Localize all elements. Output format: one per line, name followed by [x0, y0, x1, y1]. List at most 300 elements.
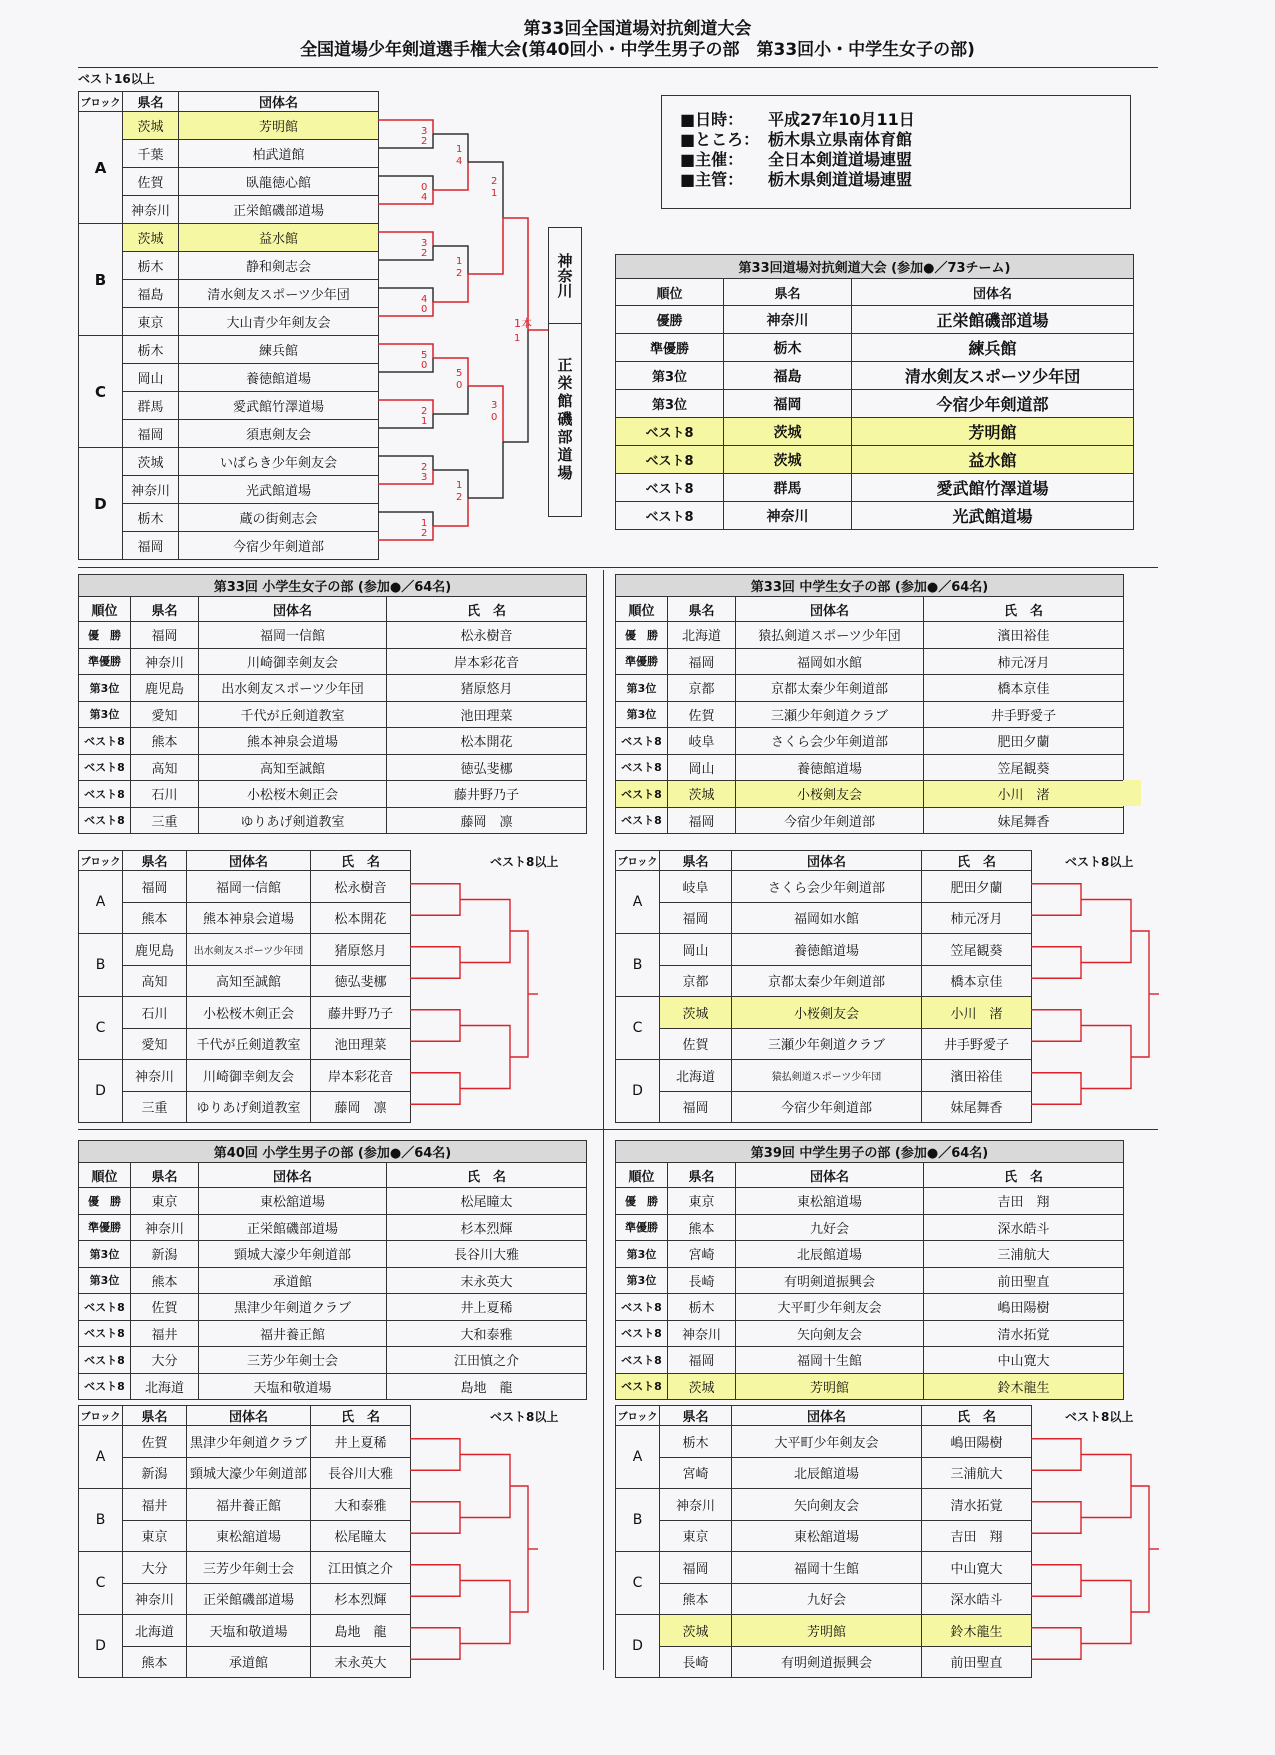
block-row	[616, 965, 1032, 997]
team-name-cell: 三芳少年剣士会	[199, 1347, 387, 1374]
results-row	[79, 1294, 587, 1321]
player-name-cell: 小川 渚	[922, 997, 1032, 1029]
results-table	[78, 574, 587, 834]
player-name-cell: 大和泰雅	[311, 1489, 411, 1521]
block-label: B	[616, 934, 660, 997]
team-name-cell: 三芳少年剣士会	[187, 1552, 311, 1584]
results-caption: 第39回 中学生男子の部 (参加●／64名)	[616, 1141, 1124, 1163]
results-header-cell: 県名	[131, 597, 199, 622]
rank-cell: ベスト8	[616, 1373, 668, 1400]
player-name-cell: 大和泰雅	[387, 1320, 587, 1347]
block-header-cell: ブロック	[79, 1406, 123, 1426]
prefecture-cell: 福岡	[123, 871, 187, 903]
rank-cell: 優 勝	[616, 1188, 668, 1215]
player-name-cell: 肥田夕蘭	[922, 871, 1032, 903]
team-results-header-cell: 団体名	[852, 279, 1134, 306]
prefecture-cell: 栃木	[724, 334, 852, 362]
score-label: 2	[421, 136, 428, 147]
block-bracket	[410, 850, 540, 1130]
score-label: 3	[421, 126, 428, 137]
results-row	[79, 754, 587, 781]
score-label: 0	[421, 304, 428, 315]
rank-cell: 第3位	[616, 701, 668, 728]
player-name-cell: 井上夏稀	[387, 1294, 587, 1321]
block-label: A	[616, 871, 660, 934]
player-name-cell: 橋本京佳	[922, 965, 1032, 997]
block-label: A	[79, 871, 123, 934]
rank-cell: ベスト8	[616, 1347, 668, 1374]
results-caption: 第33回 中学生女子の部 (参加●／64名)	[616, 575, 1124, 597]
rank-cell: ベスト8	[616, 728, 668, 755]
results-row	[616, 754, 1124, 781]
results-header-cell: 県名	[668, 1163, 736, 1188]
info-key: ■ところ：	[680, 130, 760, 149]
event-info-box	[661, 95, 1131, 209]
score-label: 1	[491, 188, 498, 199]
player-name-cell: 清水拓覚	[922, 1489, 1032, 1521]
results-row	[616, 1267, 1124, 1294]
rank-cell: ベスト8	[616, 418, 724, 446]
player-name-cell: 橋本京佳	[924, 675, 1124, 702]
prefecture-cell: 熊本	[131, 1267, 199, 1294]
block-row	[79, 997, 411, 1029]
team-name-cell: 柏武道館	[179, 140, 379, 168]
player-name-cell: 江田慎之介	[311, 1552, 411, 1584]
team-name-cell: 東松舘道場	[199, 1188, 387, 1215]
player-name-cell: 末永英大	[387, 1267, 587, 1294]
results-table	[78, 1140, 587, 1400]
score-label: 1	[421, 416, 428, 427]
rank-cell: 第3位	[616, 1267, 668, 1294]
results-caption: 第40回 小学生男子の部 (参加●／64名)	[79, 1141, 587, 1163]
rank-cell: ベスト8	[616, 446, 724, 474]
prefecture-cell: 岡山	[660, 934, 732, 966]
block-row	[616, 1091, 1032, 1123]
prefecture-cell: 神奈川	[668, 1320, 736, 1347]
block-row	[79, 1426, 411, 1458]
results-header-cell: 氏 名	[387, 597, 587, 622]
results-header-row	[79, 597, 587, 622]
results-row	[79, 728, 587, 755]
team-name-cell: 芳明館	[736, 1373, 924, 1400]
prefecture-cell: 神奈川	[123, 1583, 187, 1615]
prefecture-cell: 京都	[660, 965, 732, 997]
best16-header-cell: ブロック	[79, 92, 123, 112]
rank-cell: 優 勝	[79, 1188, 131, 1215]
prefecture-cell: 宮崎	[668, 1241, 736, 1268]
team-results-caption-row	[616, 255, 1134, 279]
team-name-cell: 熊本神泉会道場	[187, 902, 311, 934]
best8-label: ベスト8以上	[1065, 855, 1134, 869]
team-name-cell: 養徳館道場	[736, 754, 924, 781]
block-label: A	[616, 1426, 660, 1489]
score-label: 2	[456, 492, 463, 503]
prefecture-cell: 宮崎	[660, 1457, 732, 1489]
results-table	[615, 1140, 1124, 1400]
team-name-cell: 北辰館道場	[736, 1241, 924, 1268]
prefecture-cell: 鹿児島	[131, 675, 199, 702]
prefecture-cell: 神奈川	[123, 196, 179, 224]
prefecture-cell: 栃木	[123, 504, 179, 532]
champion-team: 正栄館磯部道場	[555, 356, 574, 483]
player-name-cell: 松尾瞳太	[387, 1188, 587, 1215]
prefecture-cell: 福岡	[724, 390, 852, 418]
results-row	[616, 1214, 1124, 1241]
prefecture-cell: 北海道	[131, 1373, 199, 1400]
prefecture-cell: 熊本	[660, 1583, 732, 1615]
prefecture-cell: 熊本	[131, 728, 199, 755]
rank-cell: ベスト8	[616, 1294, 668, 1321]
player-name-cell: 井手野愛子	[924, 701, 1124, 728]
block-row	[79, 1091, 411, 1123]
team-name-cell: 矢向剣友会	[736, 1320, 924, 1347]
block-row	[79, 902, 411, 934]
results-row	[79, 1320, 587, 1347]
block-bracket	[1031, 1405, 1161, 1685]
team-name-cell: 千代が丘剣道教室	[187, 1028, 311, 1060]
results-row	[79, 1373, 587, 1400]
best16-row	[79, 252, 379, 280]
prefecture-cell: 神奈川	[123, 1060, 187, 1092]
title-rule	[78, 67, 1158, 68]
rank-cell: 第3位	[616, 1241, 668, 1268]
team-name-cell: 出水剣友スポーツ少年団	[199, 675, 387, 702]
prefecture-cell: 福岡	[123, 420, 179, 448]
team-name-cell: 正栄館磯部道場	[852, 306, 1134, 334]
player-name-cell: 濱田裕佳	[922, 1060, 1032, 1092]
team-name-cell: 頸城大濠少年剣道部	[187, 1457, 311, 1489]
block-header-cell: ブロック	[79, 851, 123, 871]
team-name-cell: 芳明館	[852, 418, 1134, 446]
rank-cell: 第3位	[616, 362, 724, 390]
results-row	[79, 1267, 587, 1294]
score-label: 4	[421, 294, 428, 305]
prefecture-cell: 愛知	[131, 701, 199, 728]
results-row	[616, 1373, 1124, 1400]
block-header-cell: 団体名	[732, 1406, 922, 1426]
block-header-cell: 県名	[660, 851, 732, 871]
team-name-cell: 益水館	[852, 446, 1134, 474]
prefecture-cell: 高知	[123, 965, 187, 997]
results-row	[616, 648, 1124, 675]
prefecture-cell: 福岡	[660, 1091, 732, 1123]
best16-row	[79, 280, 379, 308]
prefecture-cell: 岐阜	[668, 728, 736, 755]
results-row	[616, 1241, 1124, 1268]
info-line	[680, 150, 1130, 170]
player-name-cell: 松永樹音	[387, 622, 587, 649]
best8-label: ベスト8以上	[490, 855, 559, 869]
team-name-cell: 大平町少年剣友会	[736, 1294, 924, 1321]
prefecture-cell: 神奈川	[123, 476, 179, 504]
player-name-cell: 妹尾舞香	[924, 807, 1124, 834]
block-row	[616, 1583, 1032, 1615]
block-header-row	[79, 851, 411, 871]
prefecture-cell: 神奈川	[660, 1489, 732, 1521]
team-name-cell: いばらき少年剣友会	[179, 448, 379, 476]
prefecture-cell: 神奈川	[724, 306, 852, 334]
results-header-cell: 順位	[616, 1163, 668, 1188]
prefecture-cell: 福岡	[668, 1347, 736, 1374]
block-row	[616, 1426, 1032, 1458]
rank-cell: ベスト8	[79, 1320, 131, 1347]
team-name-cell: 清水剣友スポーツ少年団	[179, 280, 379, 308]
results-row	[79, 648, 587, 675]
results-header-row	[616, 597, 1124, 622]
prefecture-cell: 熊本	[123, 902, 187, 934]
score-label: 3	[421, 472, 428, 483]
results-row	[79, 781, 587, 808]
rank-cell: ベスト8	[79, 1347, 131, 1374]
prefecture-cell: 東京	[660, 1520, 732, 1552]
team-name-cell: 九好会	[732, 1583, 922, 1615]
score-label: 0	[491, 412, 498, 423]
section-divider	[78, 1129, 1158, 1130]
rank-cell: ベスト8	[616, 474, 724, 502]
team-name-cell: さくら会少年剣道部	[732, 871, 922, 903]
info-line	[680, 170, 1130, 190]
block-header-row	[79, 1406, 411, 1426]
block-label: C	[616, 1552, 660, 1615]
results-header-cell: 団体名	[736, 597, 924, 622]
block-row	[79, 1028, 411, 1060]
prefecture-cell: 佐賀	[123, 168, 179, 196]
team-name-cell: 練兵館	[852, 334, 1134, 362]
score-label: 0	[421, 182, 428, 193]
prefecture-cell: 愛知	[123, 1028, 187, 1060]
prefecture-cell: 茨城	[724, 418, 852, 446]
block-table	[615, 1405, 1032, 1678]
block-row	[79, 1615, 411, 1647]
team-name-cell: 小桜剣友会	[736, 781, 924, 808]
player-name-cell: 妹尾舞香	[922, 1091, 1032, 1123]
player-name-cell: 長谷川大雅	[311, 1457, 411, 1489]
block-header-cell: 氏 名	[311, 851, 411, 871]
rank-cell: 準優勝	[616, 648, 668, 675]
score-label: 4	[421, 192, 428, 203]
block-label: C	[79, 1552, 123, 1615]
player-name-cell: 岸本彩花音	[387, 648, 587, 675]
team-name-cell: 京都太秦少年剣道部	[732, 965, 922, 997]
block-header-cell: 団体名	[187, 851, 311, 871]
team-name-cell: 川崎御幸剣友会	[199, 648, 387, 675]
block-label: B	[79, 934, 123, 997]
block-row	[79, 1646, 411, 1678]
team-results-row	[616, 334, 1134, 362]
rank-cell: ベスト8	[79, 728, 131, 755]
team-name-cell: 天塩和敬道場	[199, 1373, 387, 1400]
block-label: B	[79, 1489, 123, 1552]
best16-header-cell: 団体名	[179, 92, 379, 112]
team-name-cell: 正栄館磯部道場	[187, 1583, 311, 1615]
team-name-cell: 今宿少年剣道部	[732, 1091, 922, 1123]
score-label: 2	[456, 268, 463, 279]
prefecture-cell: 群馬	[123, 392, 179, 420]
score-label: 3	[421, 238, 428, 249]
score-label: 0	[421, 360, 428, 371]
player-name-cell: 松永樹音	[311, 871, 411, 903]
score-label: 2	[491, 176, 498, 187]
player-name-cell: 末永英大	[311, 1646, 411, 1678]
player-name-cell: 笠尾観葵	[924, 754, 1124, 781]
player-name-cell: 中山寛大	[924, 1347, 1124, 1374]
team-name-cell: 芳明館	[179, 112, 379, 140]
team-name-cell: 熊本神泉会道場	[199, 728, 387, 755]
champion-box	[548, 227, 582, 517]
player-name-cell: 深水皓斗	[922, 1583, 1032, 1615]
final-score-label: 1本	[514, 317, 532, 330]
results-header-cell: 氏 名	[924, 597, 1124, 622]
team-results-row	[616, 418, 1134, 446]
prefecture-cell: 岡山	[123, 364, 179, 392]
team-name-cell: 有明剣道振興会	[732, 1646, 922, 1678]
rank-cell: ベスト8	[616, 781, 668, 808]
info-line	[680, 110, 1130, 130]
prefecture-cell: 佐賀	[660, 1028, 732, 1060]
prefecture-cell: 福岡	[131, 622, 199, 649]
player-name-cell: 吉田 翔	[922, 1520, 1032, 1552]
block-label: C	[616, 997, 660, 1060]
team-name-cell: 今宿少年剣道部	[852, 390, 1134, 418]
team-name-cell: 今宿少年剣道部	[179, 532, 379, 560]
results-header-row	[616, 1163, 1124, 1188]
prefecture-cell: 長崎	[660, 1646, 732, 1678]
player-name-cell: 猪原悠月	[311, 934, 411, 966]
results-caption: 第33回 小学生女子の部 (参加●／64名)	[79, 575, 587, 597]
results-row	[616, 781, 1124, 808]
results-header-cell: 団体名	[199, 597, 387, 622]
results-row	[616, 1188, 1124, 1215]
block-header-cell: ブロック	[616, 851, 660, 871]
block-bracket	[410, 1405, 540, 1685]
prefecture-cell: 栃木	[123, 252, 179, 280]
team-name-cell: 正栄館磯部道場	[179, 196, 379, 224]
block-row	[79, 1060, 411, 1092]
block-row	[79, 1552, 411, 1584]
prefecture-cell: 千葉	[123, 140, 179, 168]
results-header-cell: 順位	[79, 1163, 131, 1188]
best8-label: ベスト8以上	[490, 1410, 559, 1424]
team-name-cell: 承道館	[199, 1267, 387, 1294]
rank-cell: ベスト8	[616, 1320, 668, 1347]
player-name-cell: 吉田 翔	[924, 1188, 1124, 1215]
player-name-cell: 嶋田陽樹	[922, 1426, 1032, 1458]
player-name-cell: 小川 渚	[924, 781, 1124, 808]
prefecture-cell: 神奈川	[131, 648, 199, 675]
rank-cell: ベスト8	[79, 1373, 131, 1400]
best16-bracket	[378, 95, 558, 565]
prefecture-cell: 福岡	[660, 1552, 732, 1584]
team-name-cell: 益水館	[179, 224, 379, 252]
block-header-cell: 氏 名	[922, 851, 1032, 871]
team-name-cell: 福岡如水館	[736, 648, 924, 675]
team-results-row	[616, 474, 1134, 502]
prefecture-cell: 石川	[131, 781, 199, 808]
player-name-cell: 島地 龍	[311, 1615, 411, 1647]
block-row	[616, 871, 1032, 903]
score-label: 1	[456, 256, 463, 267]
prefecture-cell: 茨城	[668, 1373, 736, 1400]
prefecture-cell: 京都	[668, 675, 736, 702]
team-name-cell: 大山青少年剣友会	[179, 308, 379, 336]
team-results-table	[615, 254, 1134, 530]
prefecture-cell: 熊本	[123, 1646, 187, 1678]
team-name-cell: 黒津少年剣道クラブ	[187, 1426, 311, 1458]
prefecture-cell: 福岡	[668, 648, 736, 675]
results-caption-row	[79, 1141, 587, 1163]
info-key: ■主管：	[680, 170, 744, 189]
best16-row	[79, 308, 379, 336]
best16-table	[78, 91, 379, 560]
prefecture-cell: 岡山	[668, 754, 736, 781]
page-subtitle: 全国道場少年剣道選手権大会(第40回小・中学生男子の部 第33回小・中学生女子の部)	[300, 40, 975, 60]
rank-cell: 優 勝	[616, 622, 668, 649]
block-row	[79, 871, 411, 903]
results-row	[79, 1241, 587, 1268]
block-row	[616, 1457, 1032, 1489]
player-name-cell: 杉本烈輝	[311, 1583, 411, 1615]
player-name-cell: 井上夏稀	[311, 1426, 411, 1458]
prefecture-cell: 福島	[123, 280, 179, 308]
team-results-row	[616, 502, 1134, 530]
block-row	[79, 1457, 411, 1489]
prefecture-cell: 福井	[131, 1320, 199, 1347]
results-header-cell: 団体名	[199, 1163, 387, 1188]
team-name-cell: 愛武館竹澤道場	[179, 392, 379, 420]
block-label: D	[79, 1060, 123, 1123]
results-header-cell: 団体名	[736, 1163, 924, 1188]
team-name-cell: 高知至誠館	[187, 965, 311, 997]
best16-row	[79, 168, 379, 196]
team-name-cell: 頸城大濠少年剣道部	[199, 1241, 387, 1268]
rank-cell: 第3位	[79, 1241, 131, 1268]
rank-cell: 第3位	[79, 675, 131, 702]
block-row	[79, 1489, 411, 1521]
prefecture-cell: 福岡	[660, 902, 732, 934]
block-header-cell: 氏 名	[922, 1406, 1032, 1426]
player-name-cell: 柿元冴月	[922, 902, 1032, 934]
prefecture-cell: 三重	[123, 1091, 187, 1123]
prefecture-cell: 北海道	[660, 1060, 732, 1092]
prefecture-cell: 鹿児島	[123, 934, 187, 966]
player-name-cell: 江田慎之介	[387, 1347, 587, 1374]
block-row	[616, 1615, 1032, 1647]
player-name-cell: 笠尾観葵	[922, 934, 1032, 966]
score-label: 5	[456, 368, 463, 379]
best16-row	[79, 336, 379, 364]
team-name-cell: 有明剣道振興会	[736, 1267, 924, 1294]
team-name-cell: 光武館道場	[852, 502, 1134, 530]
prefecture-cell: 茨城	[123, 224, 179, 252]
results-table	[615, 574, 1124, 834]
rank-cell: 第3位	[79, 701, 131, 728]
block-row	[616, 997, 1032, 1029]
champion-prefecture: 神奈川	[549, 228, 581, 324]
block-label: D	[616, 1060, 660, 1123]
player-name-cell: 池田理菜	[311, 1028, 411, 1060]
block-header-cell: 県名	[123, 1406, 187, 1426]
team-name-cell: 静和剣志会	[179, 252, 379, 280]
prefecture-cell: 熊本	[668, 1214, 736, 1241]
block-label: D	[79, 448, 123, 560]
block-header-row	[616, 851, 1032, 871]
player-name-cell: 徳弘斐梛	[311, 965, 411, 997]
team-name-cell: 三瀬少年剣道クラブ	[732, 1028, 922, 1060]
player-name-cell: 藤井野乃子	[311, 997, 411, 1029]
block-label: D	[616, 1615, 660, 1678]
info-value: 栃木県立県南体育館	[768, 130, 913, 149]
team-name-cell: 承道館	[187, 1646, 311, 1678]
